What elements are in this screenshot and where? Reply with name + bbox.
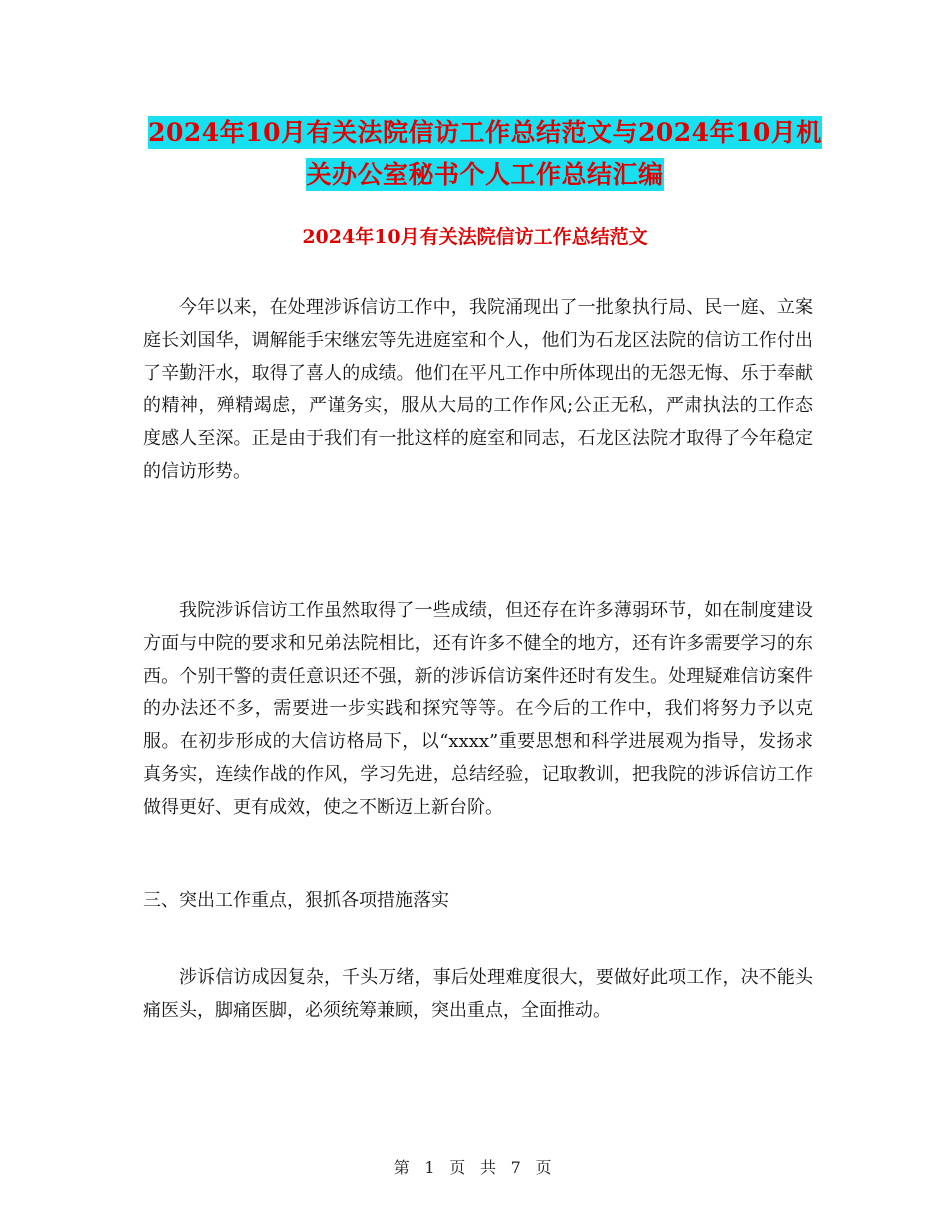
body-paragraph-1: 今年以来，在处理涉诉信访工作中，我院涌现出了一批象执行局、民一庭、立案庭长刘国华，调解能手宋继宏等先进庭室和个人，他们为石龙区法院的信访工作付出了辛勤汗水，取得了喜人的成绩。他们在平凡工作中所体现出的无怨无悔、乐于奉献的精神，殚精竭虑，严谨务实，服从大局的工作作风;公正无私，严肃执法的工作态度感人至深。正是由于我们有一批这样的庭室和同志，石龙区法院才取得了今年稳定的信访形势。 (143, 297, 813, 482)
section-heading-3: 三、突出工作重点，狠抓各项措施落实 (143, 890, 449, 911)
body-paragraph-2: 我院涉诉信访工作虽然取得了一些成绩，但还存在许多薄弱环节，如在制度建设方面与中院的要求和兄弟法院相比，还有许多不健全的地方，还有许多需要学习的东西。个别干警的责任意识还不强，新的涉诉信访案件还时有发生。处理疑难信访案件的办法还不多，需要进一步实践和探究等等。在今后的工作中，我们将努力予以克服。在初步形成的大信访格局下，以“xxxx”重要思想和科学进展观为指导，发扬求真务实，连续作战的作风，学习先进，总结经验，记取教训，把我院的涉诉信访工作做得更好、更有成效，使之不断迈上新台阶。 (143, 600, 813, 818)
document-title (140, 112, 830, 196)
body-paragraph-4: 涉诉信访成因复杂，千头万绪，事后处理难度很大，要做好此项工作，决不能头痛医头，脚痛医脚，必须统筹兼顾，突出重点，全面推动。 (143, 967, 813, 1021)
page-number-footer: 第 1 页 共 7 页 (393, 1158, 557, 1177)
section-title: 2024年10月有关法院信访工作总结范文 (302, 226, 648, 248)
document-title-text: 2024年10月有关法院信访工作总结范文与2024年10月机关办公室秘书个人工作总结汇编 (148, 118, 822, 189)
